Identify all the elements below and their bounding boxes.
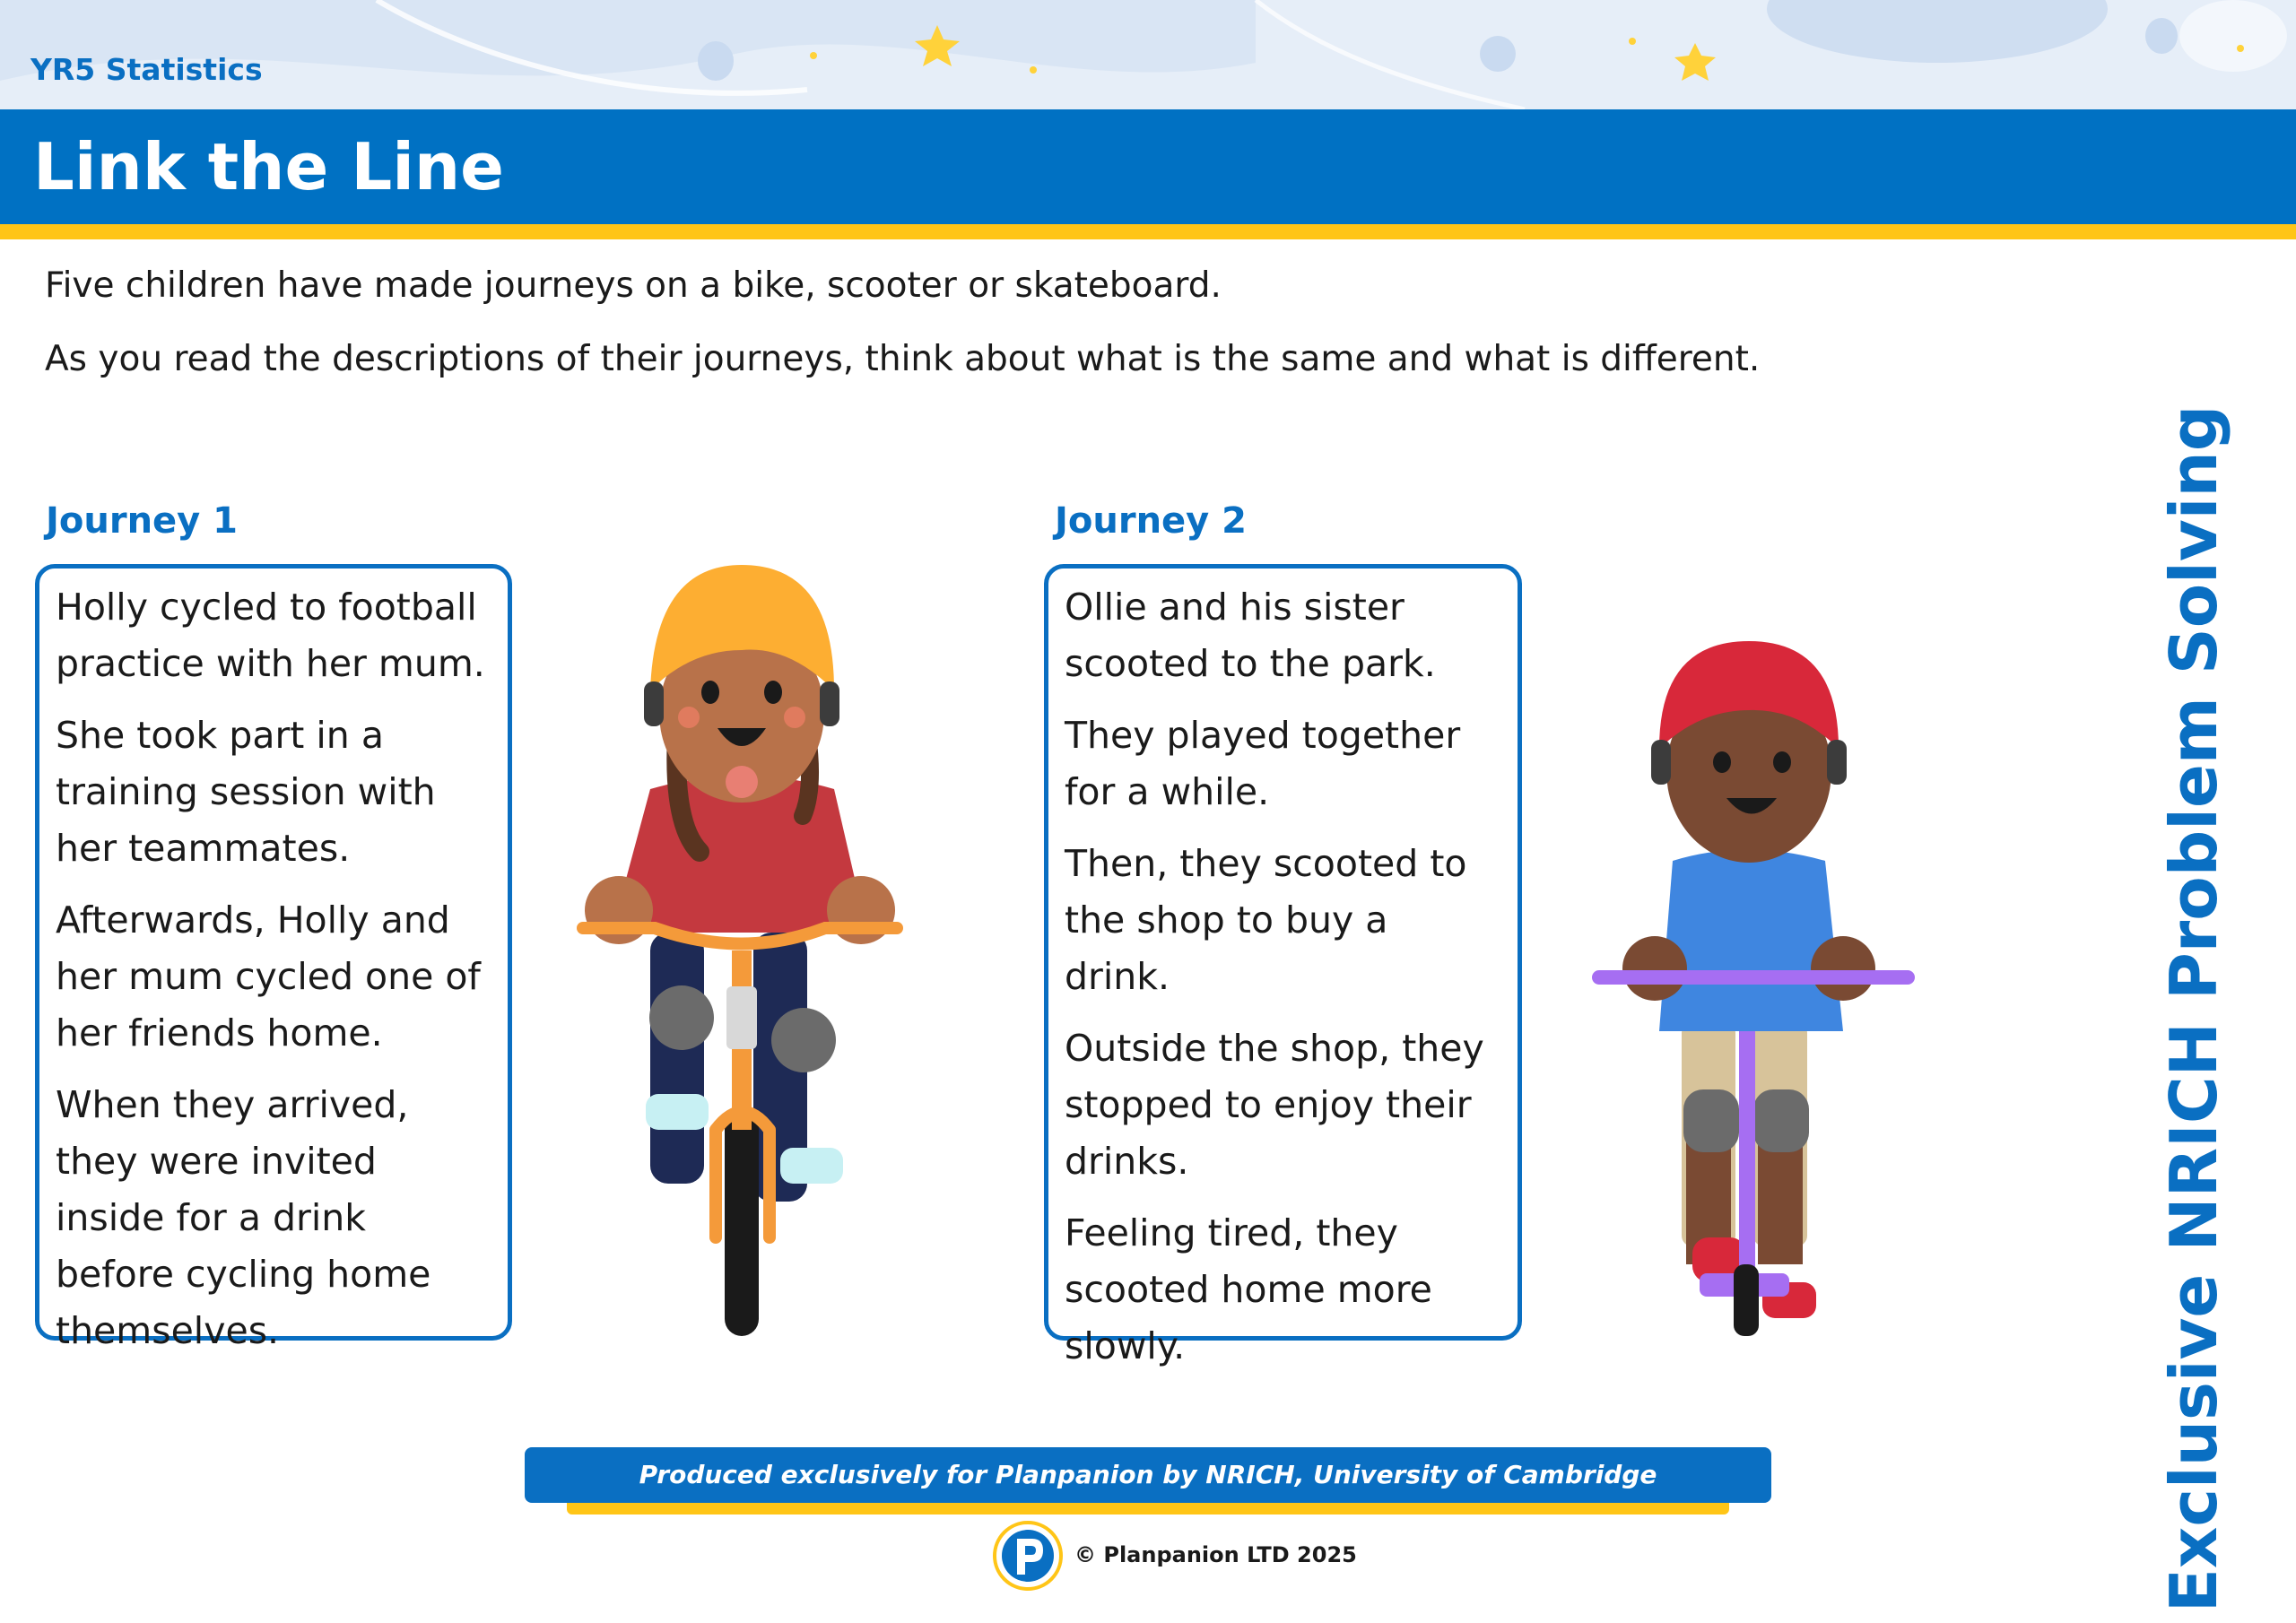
intro-line-2: As you read the descriptions of their journeys, think about what is the same and what is different. — [45, 339, 1761, 379]
journey-2-paragraph: They played together for a while. — [1065, 714, 1461, 813]
footer-credit: Produced exclusively for Planpanion by NRICH, University of Cambridge — [639, 1460, 1657, 1489]
journey-1-paragraph: Afterwards, Holly and her mum cycled one of her friends home. — [56, 898, 481, 1055]
journey-1-paragraph: Holly cycled to football practice with her mum. — [56, 586, 485, 685]
page-title: Link the Line — [33, 129, 504, 204]
journey-2-paragraph: Feeling tired, they scooted home more slowly. — [1065, 1211, 1432, 1367]
journey-1-card — [35, 564, 512, 1352]
journey-2-paragraph: Ollie and his sister scooted to the park. — [1065, 586, 1436, 685]
journey-2-paragraph: Then, they scooted to the shop to buy a drink. — [1065, 842, 1467, 998]
journey-2-paragraph: Outside the shop, they stopped to enjoy their drinks. — [1065, 1027, 1484, 1183]
girl-on-bike-illustration — [565, 556, 915, 1345]
top-decorative-banner — [0, 0, 2296, 109]
journey-2-heading: Journey 2 — [1055, 500, 1248, 542]
journey-2-card — [1044, 564, 1522, 1367]
journey-1-heading: Journey 1 — [46, 500, 239, 542]
side-label-text: Exclusive NRICH Problem Solving — [2156, 404, 2231, 1613]
boy-on-scooter-illustration — [1574, 637, 1933, 1345]
intro-line-1: Five children have made journeys on a bike, scooter or skateboard. — [45, 265, 1222, 306]
star-icon — [1674, 43, 1716, 81]
journey-1-paragraph: When they arrived, they were invited inside for a drink before cycling home themselves. — [56, 1083, 431, 1352]
title-underline-stripe — [0, 224, 2296, 239]
wave-decoration — [0, 0, 2296, 109]
copyright-text: © Planpanion LTD 2025 — [1074, 1542, 1357, 1567]
planpanion-logo-icon — [993, 1521, 1063, 1591]
journey-1-paragraph: She took part in a training session with her teammates. — [56, 714, 436, 870]
side-label — [2149, 404, 2239, 1613]
subject-label: YR5 Statistics — [30, 52, 263, 87]
